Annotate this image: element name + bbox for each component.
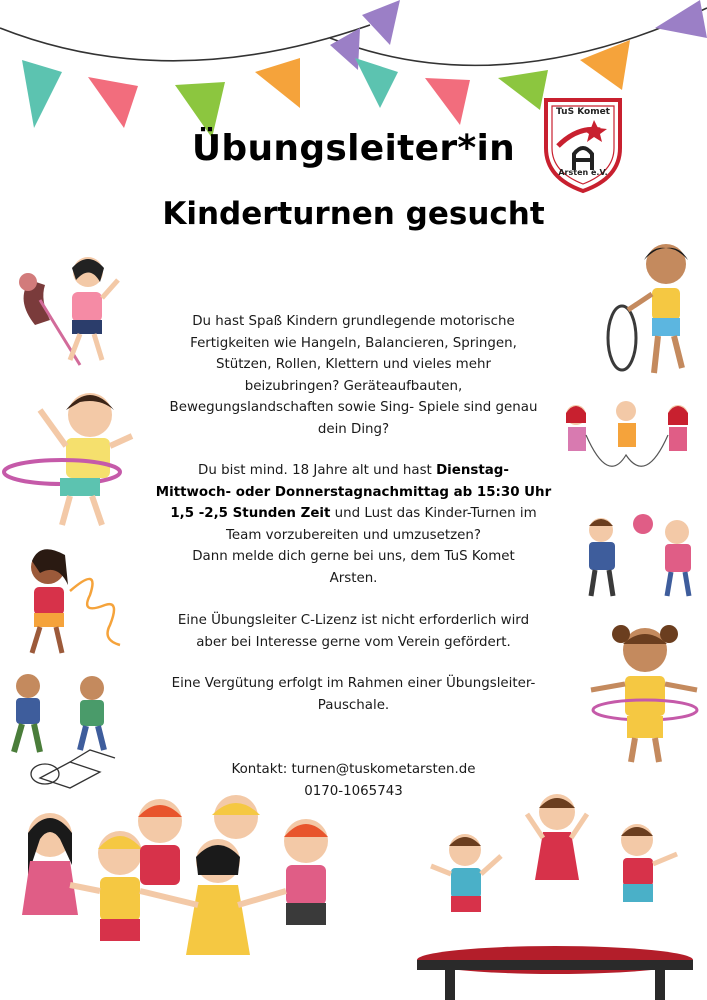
text-line: Arsten. <box>329 570 378 586</box>
text-line: Fertigkeiten wie Hangeln, Balancieren, Springen, <box>190 335 517 351</box>
text-line: Stützen, Rollen, Klettern und vieles mehr <box>216 357 491 372</box>
paragraph-intro <box>140 311 567 440</box>
text-line: Bewegungslandschaften sowie Sing- Spiele sind genau <box>169 400 538 415</box>
contact-email[interactable]: Kontakt: turnen@tuskometarsten.de <box>231 762 476 777</box>
text-line: dein Ding? <box>317 421 390 437</box>
girl-ribbon-icon <box>10 545 135 660</box>
kids-trampoline-icon <box>415 790 700 1000</box>
girl-hobby-horse-icon <box>10 250 125 370</box>
kids-jump-rope-icon <box>558 395 706 480</box>
text-span: Du bist mind. 18 Jahre alt und hast <box>198 463 437 478</box>
text-line <box>140 460 567 482</box>
paragraph-compensation <box>140 673 567 716</box>
paragraph-license <box>140 610 567 653</box>
text-line <box>140 503 567 525</box>
logo-top-text: TuS Komet <box>556 107 610 117</box>
bold-span: 1,5 -2,5 Stunden Zeit <box>170 506 331 521</box>
text-line: Pauschale. <box>317 697 390 713</box>
boy-with-hoop-icon <box>600 238 700 383</box>
bold-span: Dienstag- <box>436 463 509 478</box>
text-line: Du hast Spaß Kindern grundlegende motorische <box>192 314 515 329</box>
kids-ball-icon <box>565 510 705 605</box>
text-line: Eine Vergütung erfolgt im Rahmen einer Übungsleiter- <box>171 676 536 691</box>
page-title: Übungsleiter*in <box>191 128 516 169</box>
text-line: Dann melde dich gerne bei uns, dem TuS Komet <box>192 549 515 564</box>
bold-span: Mittwoch- oder Donnerstagnachmittag ab 15:30 Uhr <box>155 484 552 500</box>
kids-circle-dance-icon <box>0 795 355 985</box>
contact-phone[interactable]: 0170-1065743 <box>304 783 403 799</box>
girl-hula-hoop-right-icon <box>585 620 703 770</box>
text-line: Team vorzubereiten und umzusetzen? <box>225 527 482 543</box>
kids-hopscotch-icon <box>0 670 140 790</box>
paragraph-requirements <box>140 460 567 589</box>
text-line: aber bei Interesse gerne vom Verein gefördert. <box>196 634 511 650</box>
logo-bottom-text: Arsten e.V. <box>558 168 608 177</box>
page-subtitle: Kinderturnen gesucht <box>162 196 545 232</box>
text-span: und Lust das Kinder-Turnen im <box>330 506 537 521</box>
text-line: Eine Übungsleiter C-Lizenz ist nicht erforderlich wird <box>177 613 530 628</box>
text-line: beizubringen? Geräteaufbauten, <box>244 378 463 394</box>
text-line <box>140 482 567 504</box>
girl-hula-hoop-icon <box>0 380 135 530</box>
